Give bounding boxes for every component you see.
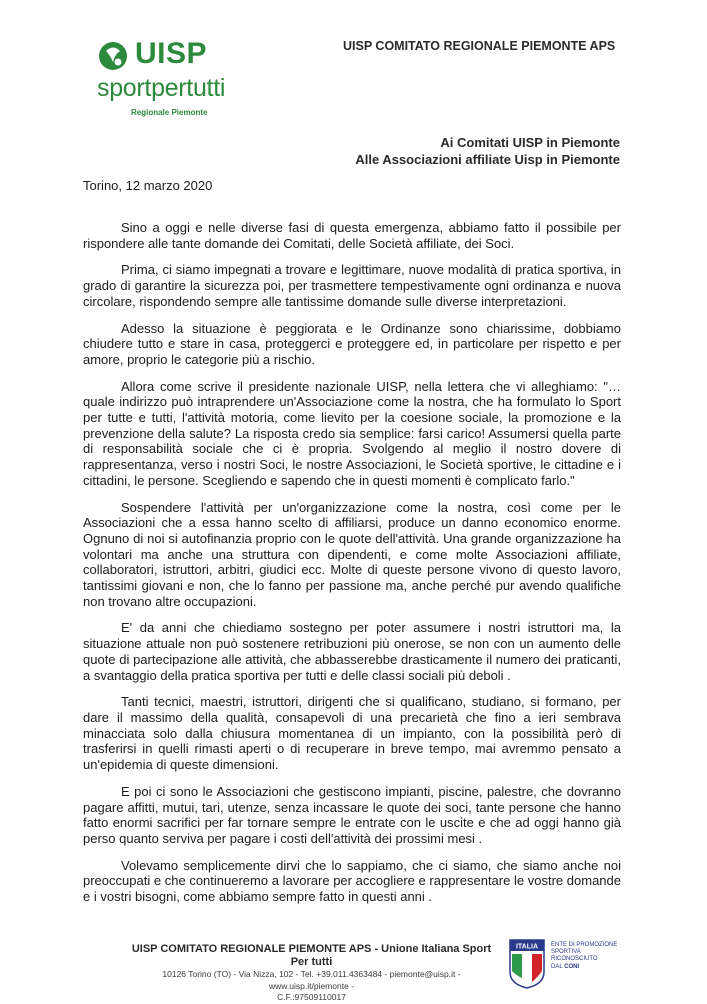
header-organization: UISP COMITATO REGIONALE PIEMONTE APS — [343, 39, 616, 53]
recipients-block — [355, 134, 620, 168]
footer — [124, 943, 499, 1004]
logo-region: Regionale Piemonte — [131, 108, 208, 117]
badge-country: ITALIA — [515, 943, 539, 951]
body-paragraph: Sospendere l'attività per un'organizzazione come la nostra, così come per le Associazioni che a essa hanno scelto di affiliarsi, produce un danno economico enorme. Ognuno di noi si autofinanzia proprio con le quote dell'attività. Una grande organizzazione ha volontari ma anche una struttura con dipendenti, e come molte Associazioni affiliate, collaboratori, istruttori, arbitri, giudici ecc. Molte di queste persone vivono di questo lavoro, tantissimi giovani e non, che lo fanno per passione ma, anche perché pur avendo qualifiche non trovano altre occupazioni. — [83, 499, 621, 609]
body-paragraph: Prima, ci siamo impegnati a trovare e legittimare, nuove modalità di pratica sportiva, in grado di garantire la sicurezza poi, per trasmettere tempestivamente ogni ordinanza e nuova circolare, rispondendo sempre alle tantissime domande sulle diverse interpretazioni. — [83, 262, 621, 309]
body-paragraph: Tanti tecnici, maestri, istruttori, dirigenti che si qualificano, studiano, si formano, per dare il massimo della qualità, consapevoli di una precarietà che fino a ieri sembrava minacciata solo dalla chiusura momentanea di un impianto, con la possibilità però di trasferirsi in quelli rimasti aperti o di recuperare in breve tempo, mai avremmo pensato a un'epidemia di queste dimensioni. — [83, 694, 621, 773]
body-paragraph: Allora come scrive il presidente nazionale UISP, nella lettera che vi alleghiamo: "… quale indirizzo può intraprendere un'Associazione come la nostra, che ha formulato lo Sport per tutte e tutti, l'attività motoria, come lievito per la coesione sociale, la promozione e la prevenzione della salute? La risposta credo sia semplice: farsi carico! Assumersi quella parte di responsabilità sociale che ci è propria. Svolgendo al meglio il nostro dovere di rappresentanza, verso i nostri Soci, le nostre Associazioni, le Società sportive, le cittadine e i cittadini, le persone. Scegliendo e sapendo che in questi momenti è complicato farlo." — [83, 378, 621, 488]
logo-tagline: sportpertutti — [97, 74, 226, 102]
body-paragraph: Adesso la situazione è peggiorata e le Ordinanze sono chiarissime, dobbiamo chiudere tutto e stare in casa, proteggerci e proteggere ed, in particolare per rispetto e per amore, proprio le categorie più a rischio. — [83, 320, 621, 367]
recipient-line: Ai Comitati UISP in Piemonte — [440, 135, 620, 150]
footer-address: 10126 Torino (TO) - Via Nizza, 102 - Tel. +39.011.4363484 - piemonte@uisp.it - www.uisp.it/piemonte - — [162, 969, 461, 991]
italia-shield-icon — [508, 938, 546, 990]
coni-recognition — [551, 942, 641, 971]
badge-line: ENTE DI PROMOZIONE — [551, 942, 618, 948]
letter-body — [83, 220, 621, 916]
body-paragraph: Sino a oggi e nelle diverse fasi di questa emergenza, abbiamo fatto il possibile per rispondere alle tante domande dei Comitati, delle Società affiliate, dei Soci. — [83, 220, 621, 251]
footer-tax-code: C.F.:97509110017 — [277, 992, 346, 1002]
badge-line: RICONOSCIUTO — [551, 956, 598, 963]
body-paragraph: E' da anni che chiediamo sostegno per poter assumere i nostri istruttori ma, la situazione attuale non può sostenere retribuzioni più onerose, se non con un aumento delle quote di partecipazione alle attività, che abbasserebbe drasticamente il numero dei praticanti, a svantaggio della pratica sportiva per tutti e delle classi sociali più deboli . — [83, 620, 621, 683]
recipient-line: Alle Associazioni affiliate Uisp in Piemonte — [355, 152, 620, 167]
letter-date: Torino, 12 marzo 2020 — [83, 178, 213, 193]
uisp-logo — [95, 36, 245, 122]
body-paragraph: E poi ci sono le Associazioni che gestiscono impianti, piscine, palestre, che dovranno pagare affitti, mutui, tari, utenze, senza incassare le quote dei soci, tante persone che hanno fatto enormi sacrifici per far tornare sempre le entrate con le uscite e che ad oggi hanno già perso quanto serviva per pagare i costi dell'attività dei prossimi mesi . — [83, 783, 621, 846]
football-player-icon — [97, 40, 129, 72]
badge-line — [551, 964, 641, 971]
badge-line: SPORTIVA — [551, 949, 581, 956]
body-paragraph: Volevamo semplicemente dirvi che lo sappiamo, che ci siamo, che siamo anche noi preoccupati e che continueremo a lavorare per accogliere e rappresentare le vostre domande e i vostri bisogni, come abbiamo sempre fatto in questi anni . — [83, 857, 621, 905]
coni-label: CONI — [564, 963, 580, 970]
footer-title: UISP COMITATO REGIONALE PIEMONTE APS - Unione Italiana Sport Per tutti — [131, 943, 492, 968]
logo-wordmark: UISP — [135, 37, 208, 70]
badge-line-prefix: DAL — [551, 963, 563, 970]
